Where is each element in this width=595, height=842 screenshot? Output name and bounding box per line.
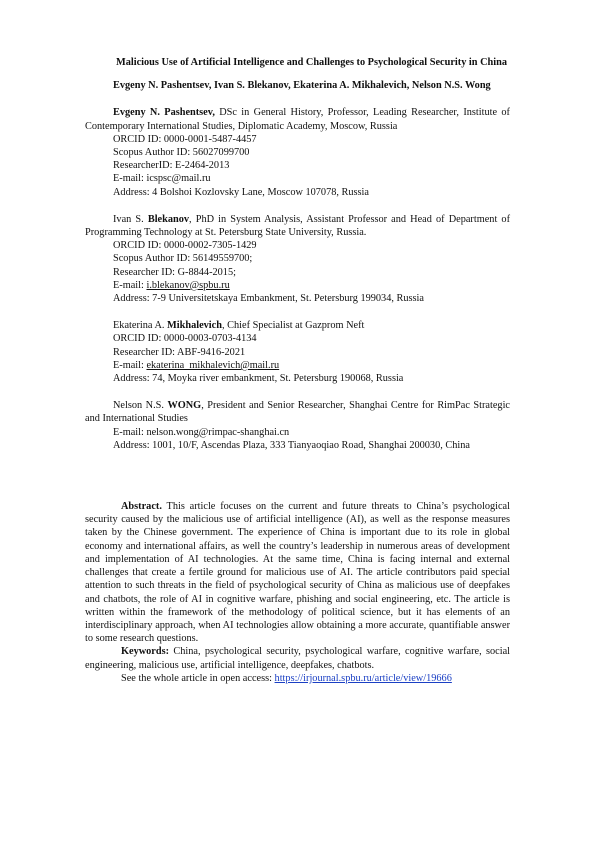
author-2-scopus: Scopus Author ID: 56149559700; <box>113 253 253 265</box>
author-4-address: Address: 1001, 10/F, Ascendas Plaza, 333 Tianyaoqiao Road, Shanghai 200030, China <box>113 439 470 451</box>
abstract-text: This article focuses on the current and future threats to China’s psychological security caused by the malicious use of artificial intelligence (AI), as well as the response measures taken by the Chinese government. The experience of China is important due to its role in global economy and international affairs, as well the country’s leadership in numerous areas of development and implementation of AI technologies. At the same time, China is facing internal and external challenges that create a fertile ground for malicious use of AI. The article contributors paid special attention to such threats in the field of psychological security of China as malicious use of deepfakes and chatbots, the role of AI in cognitive warfare, phishing and social engineering, etc. The article is written within the framework of the methodology of political science, but it has elements of an interdisciplinary approach, when AI technologies allow obtaining a more accurate, quantifiable answer to some research questions. <box>85 501 510 645</box>
authors-line: Evgeny N. Pashentsev, Ivan S. Blekanov, Ekaterina A. Mikhalevich, Nelson N.S. Wong <box>113 80 491 92</box>
author-1-name: Evgeny N. Pashentsev, <box>113 107 215 119</box>
author-2-email-label: E-mail: <box>113 279 147 291</box>
author-block-2 <box>85 213 510 305</box>
author-block-3 <box>85 319 510 385</box>
author-3-email-line <box>85 359 510 372</box>
author-3-desc: , Chief Specialist at Gazprom Neft <box>221 320 365 332</box>
open-access-text: See the whole article in open access: <box>121 672 275 684</box>
abstract-label: Abstract. <box>121 501 162 513</box>
author-3-address: Address: 74, Moyka river embankment, St. Petersburg 190068, Russia <box>113 373 404 385</box>
author-1-address: Address: 4 Bolshoi Kozlovsky Lane, Moscow 107078, Russia <box>113 186 369 198</box>
author-1-email: E-mail: icspsc@mail.ru <box>113 173 211 185</box>
author-1-orcid: ORCID ID: 0000-0001-5487-4457 <box>113 133 257 145</box>
author-3-affiliation <box>85 319 510 332</box>
author-3-name: Mikhalevich <box>167 320 222 332</box>
author-2-email-line <box>85 279 510 292</box>
author-4-affiliation <box>85 399 510 425</box>
keywords-label: Keywords: <box>121 646 170 658</box>
author-block-4 <box>85 399 510 452</box>
author-1-desc: DSc in General History, Professor, Leading Researcher, Institute of Contemporary International Studies, Diplomatic Academy, Moscow, Russia <box>85 107 510 132</box>
author-2-email-link[interactable]: i.blekanov@spbu.ru <box>146 279 230 291</box>
open-access-line <box>85 672 510 685</box>
author-3-researcher-id: Researcher ID: ABF-9416-2021 <box>113 346 246 358</box>
author-block-1 <box>85 106 510 198</box>
author-2-orcid: ORCID ID: 0000-0002-7305-1429 <box>113 240 257 252</box>
author-1-scopus: Scopus Author ID: 56027099700 <box>113 147 250 159</box>
author-4-name: WONG <box>167 400 202 412</box>
author-4-email: E-mail: nelson.wong@rimpac-shanghai.cn <box>113 426 290 438</box>
document-page <box>85 56 510 685</box>
keywords-paragraph <box>85 645 510 671</box>
author-2-researcher-id: Researcher ID: G-8844-2015; <box>113 266 236 278</box>
abstract-paragraph <box>85 500 510 645</box>
keywords-text: China, psychological security, psychological warfare, cognitive warfare, social engineering, malicious use, artificial intelligence, deepfakes, chatbots. <box>85 646 510 671</box>
author-4-first-name: Nelson N.S. <box>113 400 168 412</box>
open-access-link[interactable]: https://irjournal.spbu.ru/article/view/19666 <box>274 672 452 684</box>
author-3-orcid: ORCID ID: 0000-0003-0703-4134 <box>113 333 257 345</box>
author-1-researcher-id: ResearcherID: E-2464-2013 <box>113 160 230 172</box>
author-2-address: Address: 7-9 Universitetskaya Embankment, St. Petersburg 199034, Russia <box>113 293 424 305</box>
author-3-first-name: Ekaterina A. <box>113 320 168 332</box>
author-4-desc: , President and Senior Researcher, Shanghai Centre for RimPac Strategic and International Studies <box>85 400 510 425</box>
abstract-section <box>85 500 510 685</box>
author-3-email-link[interactable]: ekaterina_mikhalevich@mail.ru <box>146 359 280 371</box>
author-2-name: Blekanov <box>147 213 190 225</box>
author-2-affiliation <box>85 213 510 239</box>
article-title: Malicious Use of Artificial Intelligence and Challenges to Psychological Security in China <box>116 57 507 68</box>
author-2-first-name: Ivan S. <box>113 213 148 225</box>
author-1-affiliation <box>85 106 510 132</box>
author-2-desc: , PhD in System Analysis, Assistant Professor and Head of Department of Programming Technology at St. Petersburg State University, Russia. <box>85 213 510 239</box>
author-3-email-label: E-mail: <box>113 359 147 371</box>
